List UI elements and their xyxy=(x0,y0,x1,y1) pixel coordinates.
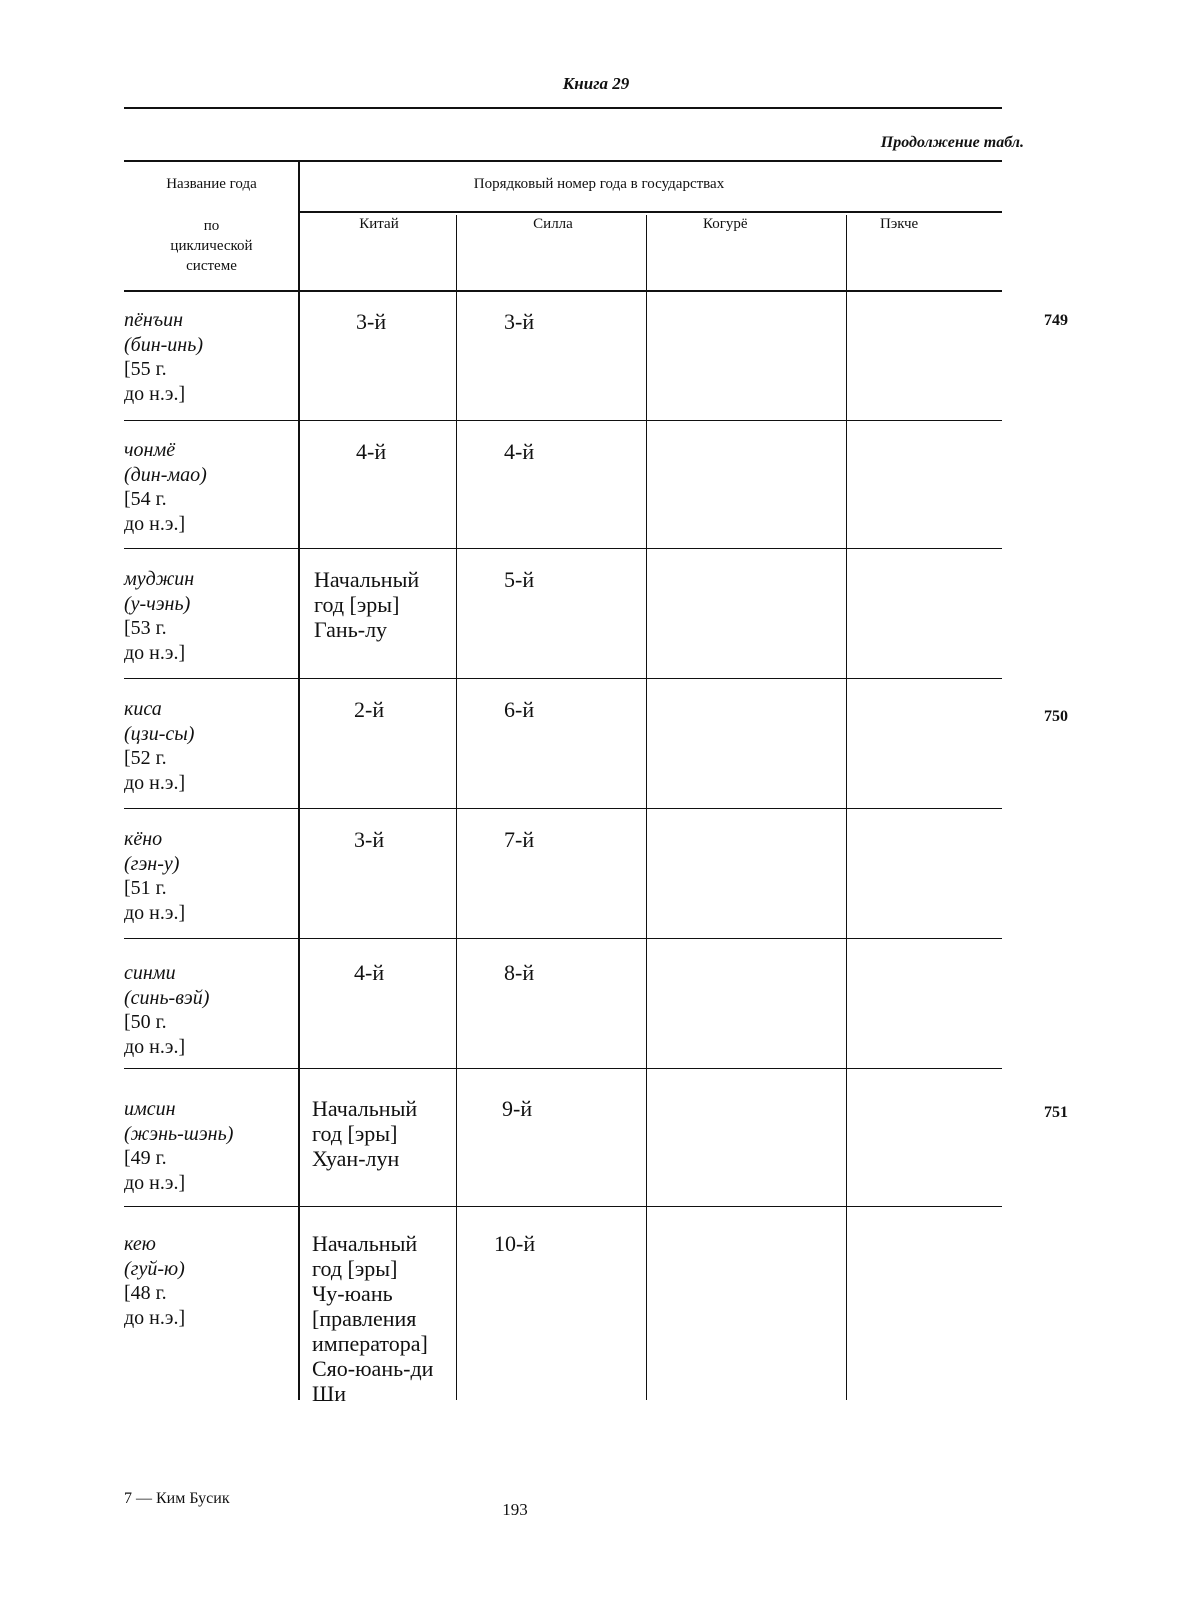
year-name-cell: пёнъин (бин-инь) [55 г. до н.э.] xyxy=(124,309,203,405)
col-header-paekche: Пэкче xyxy=(880,216,919,232)
silla-cell: 4-й xyxy=(504,439,535,464)
group-header: Порядковый номер года в государствах xyxy=(473,176,725,192)
col-header-china: Китай xyxy=(359,216,399,232)
silla-cell: 5-й xyxy=(504,567,535,592)
page-number: 193 xyxy=(502,1500,528,1519)
signature-line: 7 — Ким Бусик xyxy=(124,1490,230,1507)
book-title: Книга 29 xyxy=(562,74,630,93)
china-cell: Начальный год [эры] Чу-юань [правления императора] Сяо-юань-ди Ши xyxy=(312,1231,434,1406)
row-rule xyxy=(124,420,1002,421)
year-name-cell: кёно (гэн-у) [51 г. до н.э.] xyxy=(124,828,186,924)
row-rule xyxy=(124,1068,1002,1069)
continued-label: Продолжение табл. xyxy=(880,134,1024,151)
col-header-koguryo: Когурё xyxy=(703,216,748,232)
group-header-rule xyxy=(300,211,1002,213)
silla-cell: 3-й xyxy=(504,309,535,334)
col-header-silla: Силла xyxy=(533,216,573,232)
silla-cell: 8-й xyxy=(504,960,535,985)
silla-cell: 9-й xyxy=(502,1096,533,1121)
row-rule xyxy=(124,678,1002,679)
china-cell: Начальный год [эры] Хуан-лун xyxy=(312,1096,418,1171)
china-cell: 3-й xyxy=(354,827,385,852)
row-rule xyxy=(124,938,1002,939)
silla-cell: 6-й xyxy=(504,697,535,722)
row-rule xyxy=(124,1206,1002,1207)
china-cell: 2-й xyxy=(354,697,385,722)
china-cell: Начальный год [эры] Гань-лу xyxy=(314,567,420,642)
year-name-cell: киса (цзи-сы) [52 г. до н.э.] xyxy=(124,698,195,794)
year-name-cell: кею (гуй-ю) [48 г. до н.э.] xyxy=(124,1233,186,1329)
silla-cell: 7-й xyxy=(504,827,535,852)
margin-number: 750 xyxy=(1044,708,1068,725)
col-name-header: Название года по циклической системе xyxy=(166,176,257,274)
china-cell: 3-й xyxy=(356,309,387,334)
margin-number: 749 xyxy=(1044,312,1068,329)
row-rule xyxy=(124,808,1002,809)
col-divider-name xyxy=(298,162,300,1400)
row-rule xyxy=(124,548,1002,549)
row-rule xyxy=(124,290,1002,292)
year-name-cell: синми (синь-вэй) [50 г. до н.э.] xyxy=(124,962,210,1058)
margin-number: 751 xyxy=(1044,1104,1068,1121)
year-name-cell: имсин (жэнь-шэнь) [49 г. до н.э.] xyxy=(124,1098,234,1194)
table-top-rule xyxy=(124,160,1002,162)
china-cell: 4-й xyxy=(354,960,385,985)
year-name-cell: чонмё (дин-мао) [54 г. до н.э.] xyxy=(124,439,207,535)
top-rule xyxy=(124,107,1002,109)
china-cell: 4-й xyxy=(356,439,387,464)
year-name-cell: муджин (у-чэнь) [53 г. до н.э.] xyxy=(124,568,195,664)
silla-cell: 10-й xyxy=(494,1231,536,1256)
